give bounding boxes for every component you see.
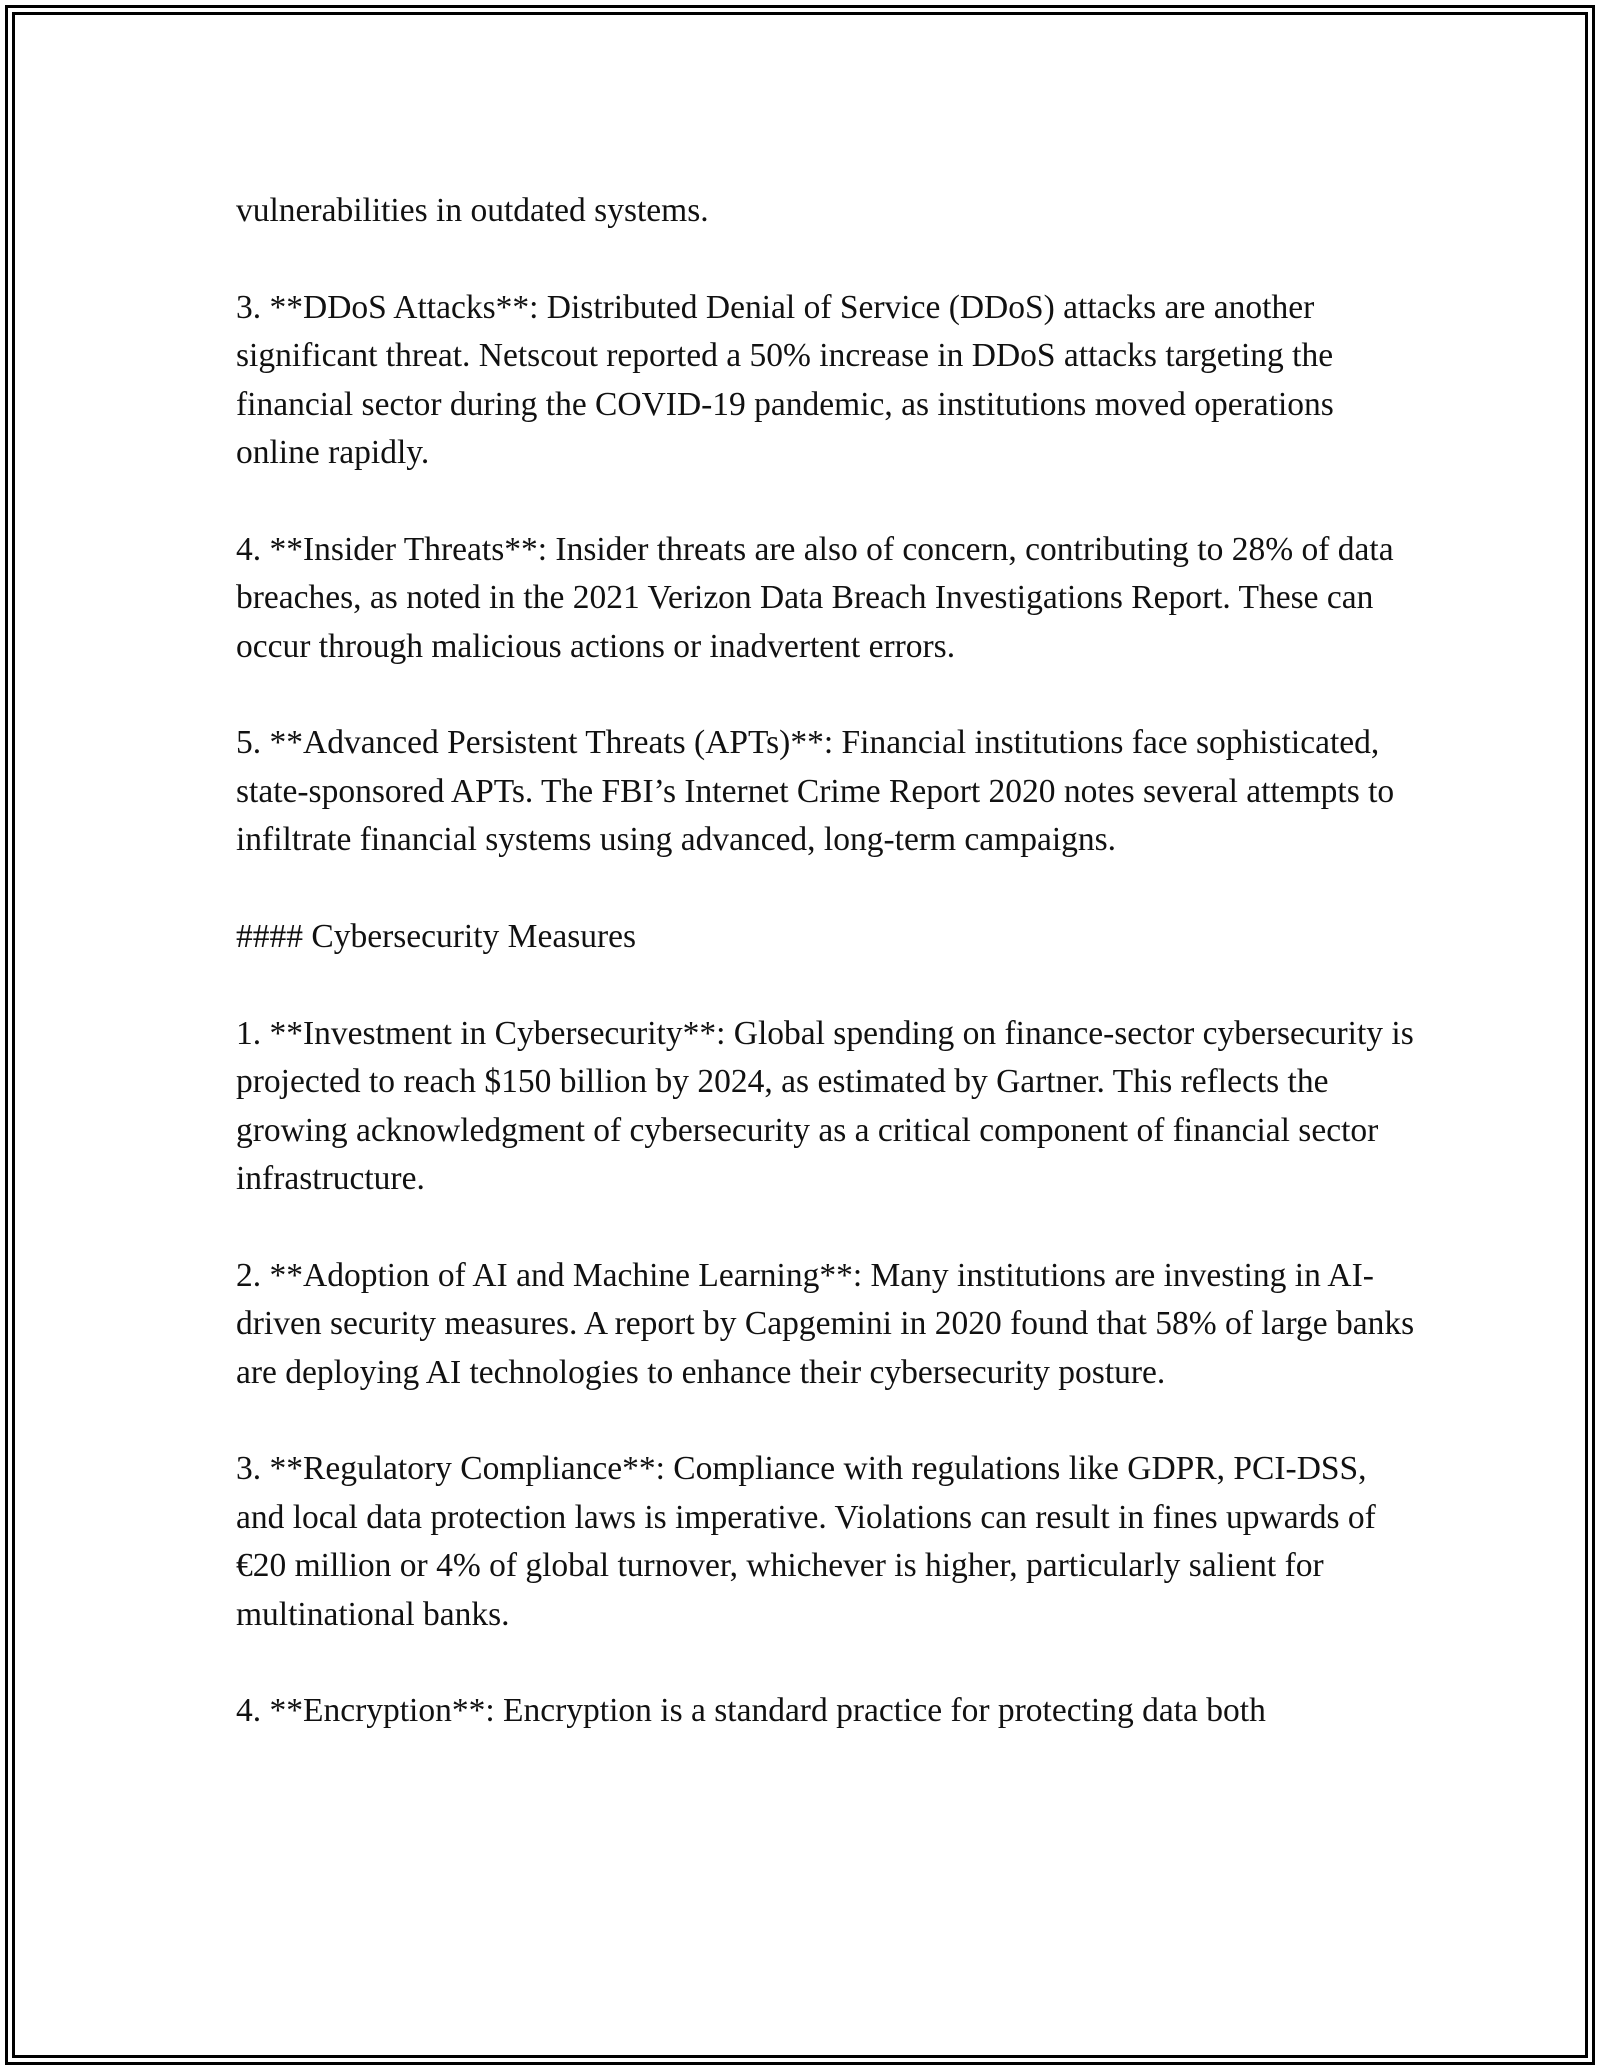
paragraph-ddos-attacks: 3. **DDoS Attacks**: Distributed Denial of Service (DDoS) attacks are another significant threat. Netscout reported a 50% increase in DDoS attacks targeting the financial sector during the COVID-19 pandemic, as institutions moved operations online rapidly.: [236, 288, 1334, 472]
paragraph-regulatory-compliance: 3. **Regulatory Compliance**: Compliance with regulations like GDPR, PCI-DSS, and local data protection laws is imperative. Violations can result in fines upwards of €20 million or 4% of global turnover, whichever is higher, particularly salient for multinational banks.: [236, 1450, 1376, 1633]
paragraph-encryption: 4. **Encryption**: Encryption is a standard practice for protecting data both: [236, 1692, 1266, 1730]
section-heading-cybersecurity-measures: #### Cybersecurity Measures: [236, 918, 637, 956]
paragraph-continuation: vulnerabilities in outdated systems.: [236, 192, 709, 229]
document-body: [236, 187, 1416, 1736]
paragraph-insider-threats: 4. **Insider Threats**: Insider threats are also of concern, contributing to 28% of data breaches, as noted in the 2021 Verizon Data Breach Investigations Report. These can occur through malicious actions or inadvertent errors.: [236, 530, 1394, 665]
paragraph-investment: 1. **Investment in Cybersecurity**: Global spending on finance-sector cybersecurity is projected to reach $150 billion by 2024, as estimated by Gartner. This reflects the growing acknowledgment of cybersecurity as a critical component of financial sector infrastructure.: [236, 1014, 1414, 1198]
paragraph-apts: 5. **Advanced Persistent Threats (APTs)**: Financial institutions face sophisticated, state-sponsored APTs. The FBI’s Internet Crime Report 2020 notes several attempts to infiltrate financial systems using advanced, long-term campaigns.: [236, 724, 1395, 859]
paragraph-ai-ml: 2. **Adoption of AI and Machine Learning**: Many institutions are investing in AI-driven security measures. A report by Capgemini in 2020 found that 58% of large banks are deploying AI technologies to enhance their cybersecurity posture.: [236, 1256, 1415, 1391]
